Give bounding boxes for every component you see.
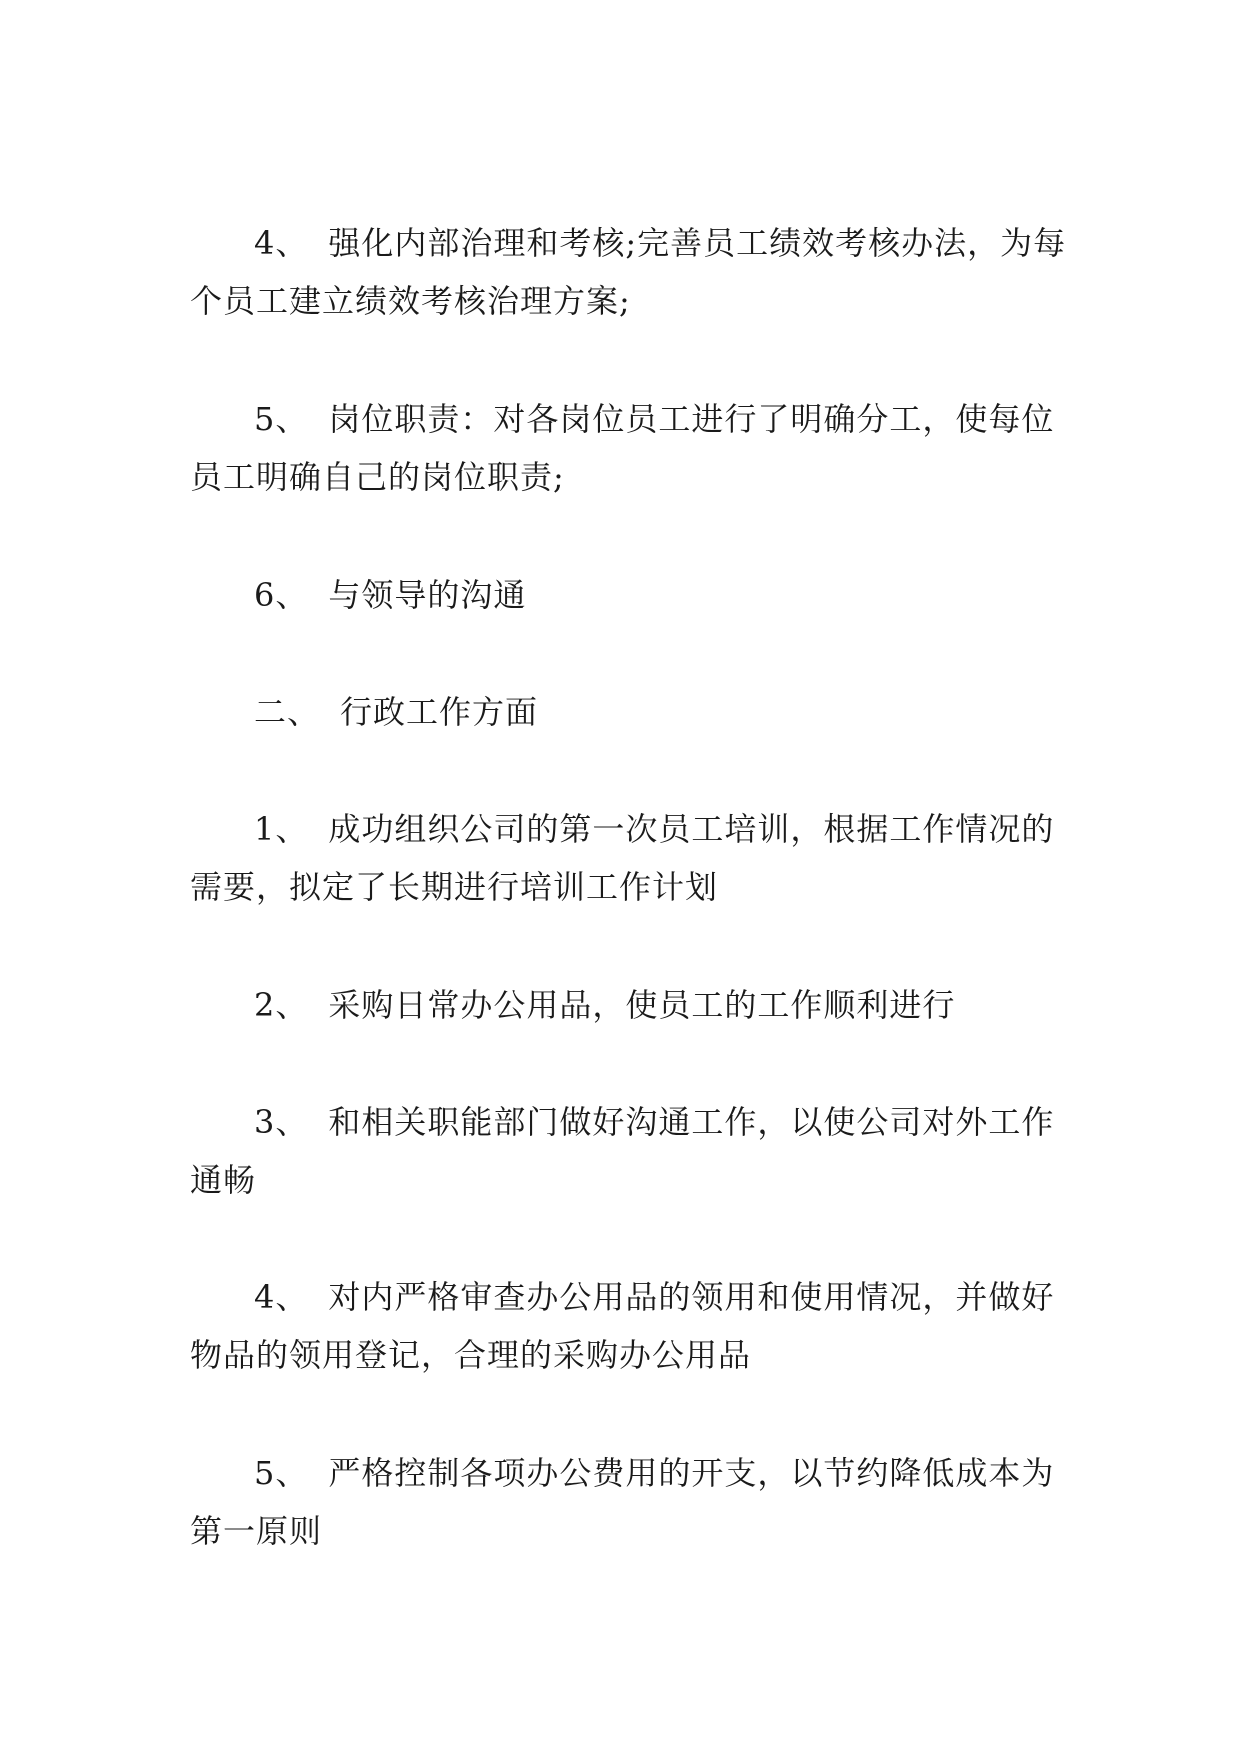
paragraph-text-continued: 需要，拟定了长期进行培训工作计划 [190, 868, 719, 906]
paragraph-text-continued: 个员工建立绩效考核治理方案; [190, 282, 631, 320]
paragraph-item-1-training [190, 800, 1070, 916]
paragraph-text: 和相关职能部门做好沟通工作，以使公司对外工作 [328, 1103, 1055, 1141]
paragraph-item-6-communication [190, 566, 1070, 624]
paragraph-text: 对内严格审查办公用品的领用和使用情况，并做好 [328, 1278, 1055, 1316]
paragraph-item-4-supplies-review [190, 1268, 1070, 1384]
item-number: 6、 [254, 576, 309, 614]
paragraph-text: 强化内部治理和考核;完善员工绩效考核办法，为每 [328, 224, 1067, 262]
section-heading-administration [190, 683, 1070, 741]
item-number: 4、 [254, 224, 309, 262]
paragraph-text-continued: 第一原则 [190, 1512, 323, 1550]
item-number: 4、 [254, 1278, 309, 1316]
paragraph-text-continued: 通畅 [190, 1161, 257, 1199]
section-number: 二、 [254, 693, 321, 731]
paragraph-item-5-cost-control [190, 1444, 1070, 1560]
paragraph-text: 严格控制各项办公费用的开支，以节约降低成本为 [328, 1454, 1055, 1492]
section-title: 行政工作方面 [340, 693, 539, 731]
paragraph-text: 岗位职责：对各岗位员工进行了明确分工，使每位 [328, 400, 1055, 438]
paragraph-text: 采购日常办公用品，使员工的工作顺利进行 [328, 986, 956, 1024]
item-number: 5、 [254, 1454, 309, 1492]
paragraph-item-3-coordination [190, 1093, 1070, 1209]
paragraph-text-continued: 物品的领用登记，合理的采购办公用品 [190, 1336, 752, 1374]
paragraph-text: 与领导的沟通 [328, 576, 527, 614]
paragraph-text: 成功组织公司的第一次员工培训，根据工作情况的 [328, 810, 1055, 848]
item-number: 2、 [254, 986, 309, 1024]
item-number: 5、 [254, 400, 309, 438]
paragraph-item-2-purchasing [190, 976, 1070, 1034]
item-number: 1、 [254, 810, 309, 848]
paragraph-text-continued: 员工明确自己的岗位职责; [190, 458, 565, 496]
paragraph-item-4-management [190, 214, 1070, 330]
item-number: 3、 [254, 1103, 309, 1141]
paragraph-item-5-duties [190, 390, 1070, 506]
